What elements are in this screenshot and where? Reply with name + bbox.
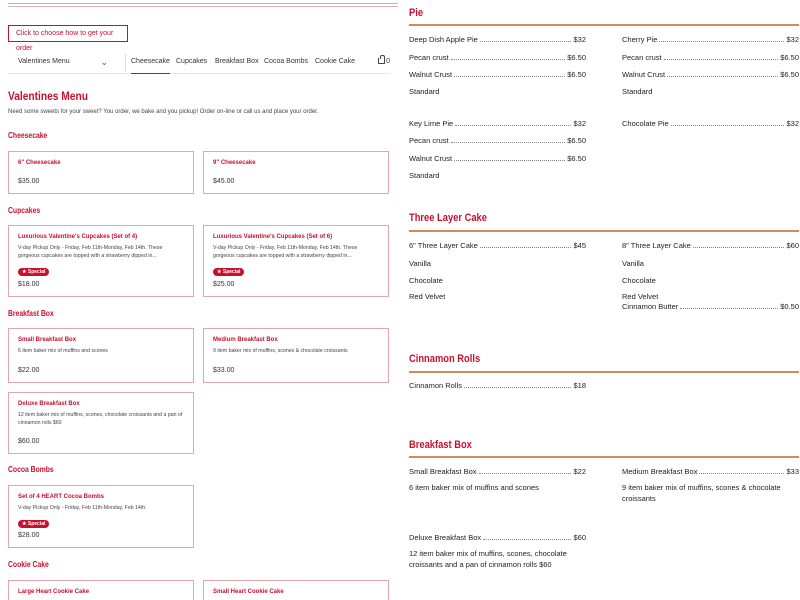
section-title-cheesecake: Cheesecake [8,131,48,140]
item-price: $6.50 [780,70,799,79]
price-row-pecan-crust [622,53,799,62]
page-description: Need some sweets for your sweet? You order, we bake and you pickup! Order on-line or call us and place your order. [8,109,319,115]
item-price: $0.50 [780,302,799,311]
price-row-chocolate-pie [622,119,799,128]
flavor-chocolate: Chocolate [409,276,443,285]
section-title-three-layer-cake: Three Layer Cake [409,212,487,224]
item-price: $60 [786,241,799,250]
top-divider-line [8,6,398,7]
item-price: $18 [573,381,586,390]
item-name: Key Lime Pie [409,119,454,128]
price-list-pane [400,0,800,600]
item-name: Walnut Crust [409,154,453,163]
price-row-walnut-crust [409,154,586,163]
item-price: $32 [573,119,586,128]
card-price: $35.00 [18,178,40,185]
card-title: Deluxe Breakfast Box [18,401,80,407]
price-row-6in-three-layer-cake [409,241,586,250]
menu-select-dropdown[interactable] [8,52,108,72]
menu-card-small-breakfast-box[interactable] [8,328,194,383]
card-price: $25.00 [213,281,235,288]
item-price: $6.50 [780,53,799,62]
chevron-down-icon: ⌄ [100,57,108,67]
menu-card-heart-cocoa-bombs[interactable] [8,485,194,548]
section-divider [409,456,799,458]
tab-cocoa-bombs[interactable]: Cocoa Bombs [264,58,308,65]
price-row-deep-dish-apple-pie [409,35,586,44]
price-row-cinnamon-rolls [409,381,586,390]
menu-nav-bar [8,52,390,74]
item-name: Walnut Crust [409,70,453,79]
section-divider [409,24,799,26]
item-price: $32 [573,35,586,44]
price-row-cherry-pie [622,35,799,44]
item-name: Cherry Pie [622,35,658,44]
card-description: 6 item baker mix of muffins and scones [18,348,108,354]
choose-order-method-button[interactable]: Click to choose how to get your order [8,25,128,42]
item-name: Cinnamon Rolls [409,381,462,390]
shopping-bag-icon [378,58,385,64]
price-row-walnut-crust [622,70,799,79]
card-title: Large Heart Cookie Cake [18,589,90,595]
card-price: $22.00 [18,367,40,374]
card-price: $28.00 [18,532,40,539]
item-name: Deluxe Breakfast Box [409,533,482,542]
item-price: $32 [786,35,799,44]
card-title: 9" Cheesecake [213,160,256,166]
price-row-medium-breakfast-box [622,467,799,476]
item-description: 9 item baker mix of muffins, scones & chocolate croissants [622,483,781,503]
section-title-cupcakes: Cupcakes [8,206,41,215]
item-name: 6" Three Layer Cake [409,241,478,250]
card-title: Small Breakfast Box [18,337,77,343]
section-divider [409,230,799,232]
flavor-red-velvet: Red Velvet [409,292,446,300]
badge-label: Special [27,269,46,275]
menu-select-label: Valentines Menu [18,58,70,65]
section-title-breakfast-box: Breakfast Box [8,309,54,318]
card-title: Medium Breakfast Box [213,337,278,343]
menu-card-cupcakes-set-6[interactable] [203,225,389,297]
card-title: Small Heart Cookie Cake [213,589,284,595]
card-title: Set of 4 HEART Cocoa Bombs [18,494,105,500]
badge-label: Special [27,521,46,527]
item-price: $6.50 [567,70,586,79]
item-price: $33 [786,467,799,476]
star-icon: ★ [22,269,27,275]
page-title: Valentines Menu [8,89,88,103]
section-title-cocoa-bombs: Cocoa Bombs [8,465,54,474]
item-name: Deep Dish Apple Pie [409,35,478,44]
price-row-pecan-crust [409,53,586,62]
menu-card-6in-cheesecake[interactable] [8,151,194,194]
section-title-breakfast-box: Breakfast Box [409,439,472,451]
cart-button[interactable] [378,52,390,72]
badge-label: Special [222,269,241,275]
price-row-walnut-crust [409,70,586,79]
price-row-deluxe-breakfast-box [409,533,586,542]
special-badge [213,268,244,276]
card-description: V-day Pickup Only - Friday, Feb 11th-Monday, Feb 14th. These gorgeous cupcakes are topped with a strawberry dipped in... [213,245,358,259]
item-price: $6.50 [567,154,586,163]
item-name: 8" Three Layer Cake [622,241,691,250]
item-name: Pecan crust [622,53,662,62]
card-description: V-day Pickup Only - Friday, Feb 11th-Monday, Feb 14th. These gorgeous cupcakes are topped with a strawberry dipped in... [18,245,163,259]
item-price: $45 [573,241,586,250]
item-name: Walnut Crust [622,70,666,79]
card-price: $18.00 [18,281,40,288]
card-price: $33.00 [213,367,235,374]
menu-card-large-heart-cookie-cake[interactable] [8,580,194,600]
item-name: Pecan crust [409,136,449,145]
item-price: $32 [786,119,799,128]
tab-cheesecake[interactable]: Cheesecake [131,52,170,74]
price-row-pecan-crust [409,136,586,145]
flavor-chocolate: Chocolate [622,276,656,285]
card-description: V-day Pickup Only - Friday, Feb 11th-Monday, Feb 14th. [18,505,147,511]
tab-cookie-cake[interactable]: Cookie Cake [315,58,356,65]
special-badge [18,520,49,528]
item-name: Cinnamon Butter [622,302,679,311]
card-title: Luxurious Valentine's Cupcakes (Set of 4) [18,234,138,240]
item-name: Chocolate Pie [622,119,669,128]
menu-card-cupcakes-set-4[interactable] [8,225,194,297]
item-name: Pecan crust [409,53,449,62]
option-standard: Standard [622,87,653,96]
star-icon: ★ [22,521,27,527]
cart-count: 0 [386,58,390,65]
card-title: 6" Cheesecake [18,160,61,166]
menu-card-9in-cheesecake[interactable] [203,151,389,194]
card-price: $45.00 [213,178,235,185]
price-row-cinnamon-butter [622,302,799,311]
item-price: $6.50 [567,53,586,62]
item-description: 6 item baker mix of muffins and scones [409,483,539,492]
star-icon: ★ [217,269,222,275]
special-badge [18,268,49,276]
price-row-key-lime-pie [409,119,586,128]
price-row-8in-three-layer-cake [622,241,799,250]
menu-card-medium-breakfast-box[interactable] [203,328,389,383]
item-price: $22 [573,467,586,476]
flavor-vanilla: Vanilla [409,259,431,268]
section-title-cinnamon-rolls: Cinnamon Rolls [409,353,481,365]
top-divider [8,0,398,4]
item-name: Small Breakfast Box [409,467,477,476]
price-row-small-breakfast-box [409,467,586,476]
flavor-vanilla: Vanilla [622,259,644,268]
item-price: $60 [573,533,586,542]
card-description: 12 item baker mix of muffins, scones, chocolate croissants and a pan of cinnamon rolls $60 [18,412,183,426]
menu-card-small-heart-cookie-cake[interactable] [203,580,389,600]
section-divider [409,371,799,373]
item-name: Medium Breakfast Box [622,467,698,476]
section-title-pie: Pie [409,7,424,19]
tab-cupcakes[interactable]: Cupcakes [176,58,208,65]
tab-breakfast-box[interactable]: Breakfast Box [215,58,259,65]
card-title: Luxurious Valentine's Cupcakes (Set of 6) [213,234,333,240]
section-title-cookie-cake: Cookie Cake [8,560,49,569]
card-price: $60.00 [18,438,40,445]
item-price: $6.50 [567,136,586,145]
option-standard: Standard [409,171,440,180]
card-description: 9 item baker mix of muffins, scones & chocolate croissants [213,348,348,354]
flavor-red-velvet: Red Velvet [622,292,659,300]
nav-divider [125,54,126,72]
item-description: 12 item baker mix of muffins, scones, chocolate croissants and a pan of cinnamon rolls $60 [409,549,567,569]
menu-card-deluxe-breakfast-box[interactable] [8,392,194,454]
option-standard: Standard [409,87,440,96]
